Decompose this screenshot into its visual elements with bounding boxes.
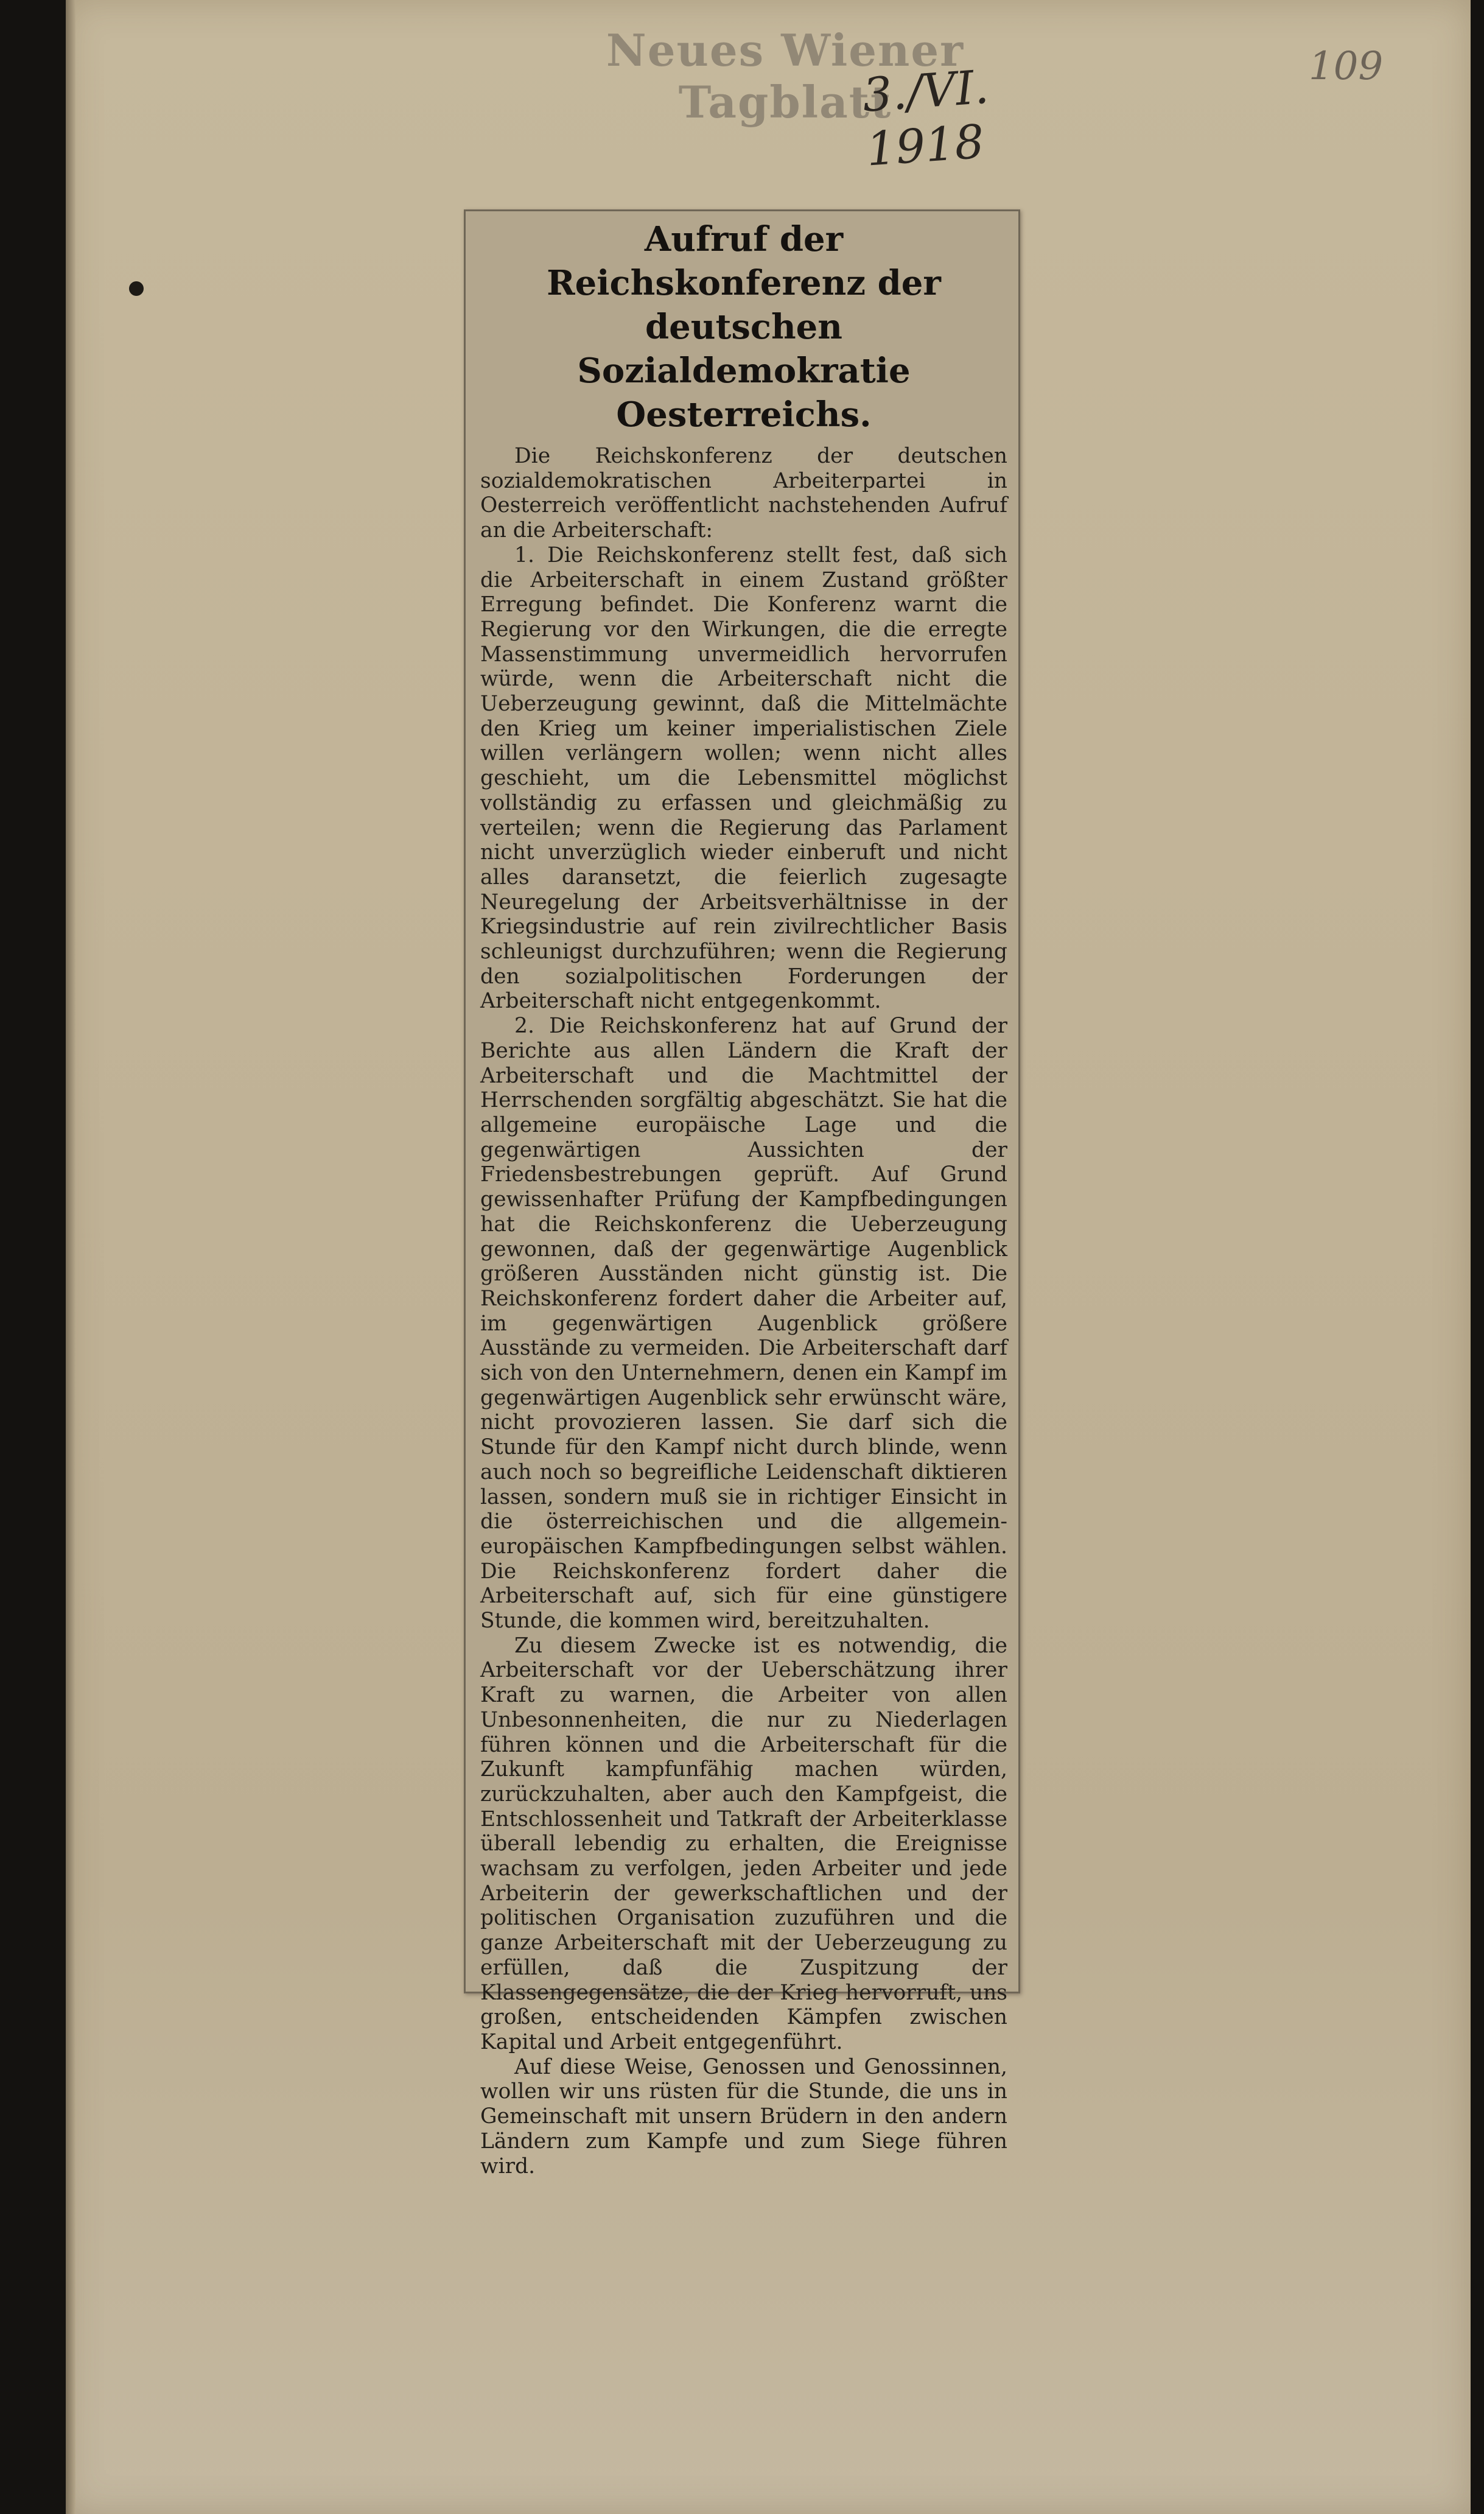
folio-number: 109 [1309,44,1384,89]
article-paragraph-3: Zu diesem Zwecke ist es notwendig, die Arbeiterschaft vor der Ueberschätzung ihrer Kraft zu warnen, die Arbeiter von allen Unbesonnenheiten, die nur zu Niederlagen führen können und die Arbeiterschaft für die Zukunft kampfunfähig machen würden, zurückzuhalten, aber auch den Kampfgeist, die Entschlossenheit und Tatkraft der Arbeiterklasse überall lebendig zu erhalten, die Ereignisse wachsam zu verfolgen, jeden Arbeiter und jede Arbeiterin der gewerkschaftlichen und der politischen Organisation zuzuführen und die ganze Arbeiterschaft mit der Ueberzeugung zu erfüllen, daß die Zuspitzung der Klassengegensätze, die der Krieg hervorruft, uns großen, entscheidenden Kämpfen zwischen Kapital und Arbeit entgegenführt. [480,1633,1007,2054]
article-paragraph-closing: Auf diese Weise, Genossen und Genossinnen, wollen wir uns rüsten für die Stunde, die uns in Gemeinschaft mit unsern Brüdern in den andern Ländern zum Kampfe und zum Siege führen wird. [480,2054,1007,2179]
article-paragraph-2: 2. Die Reichskonferenz hat auf Grund der Berichte aus allen Ländern die Kraft der Arbeiterschaft und die Machtmittel der Herrschenden sorgfältig abgeschätzt. Sie hat die allgemeine europäische Lage und die gegenwärtigen Aussichten der Friedensbestrebungen geprüft. Auf Grund gewissenhafter Prüfung der Kampfbedingungen hat die Reichskonferenz die Ueberzeugung gewonnen, daß der gegenwärtige Augenblick größeren Ausständen nicht günstig ist. Die Reichskonferenz fordert daher die Arbeiter auf, im gegenwärtigen Augenblick größere Ausstände zu vermeiden. Die Arbeiterschaft darf sich von den Unternehmern, denen ein Kampf im gegenwärtigen Augenblick sehr erwünscht wäre, nicht provozieren lassen. Sie darf sich die Stunde für den Kampf nicht durch blinde, wenn auch noch so begreifliche Leidenschaft diktieren lassen, sondern muß sie in richtiger Einsicht in die österreichischen und die allgemein-europäischen Kampfbedingungen selbst wählen. Die Reichskonferenz fordert daher die Arbeiterschaft auf, sich für eine günstigere Stunde, die kommen wird, bereitzuhalten. [480,1014,1007,1634]
newspaper-stamp: Neues Wiener Tagblatt [606,24,965,128]
article-paragraph-intro: Die Reichskonferenz der deutschen sozialdemokratischen Arbeiterpartei in Oesterreich veröffentlicht nachstehenden Aufruf an die Arbeiterschaft: [480,444,1007,543]
article-paragraph-1: 1. Die Reichskonferenz stellt fest, daß sich die Arbeiterschaft in einem Zustand größter Erregung befindet. Die Konferenz warnt die Regierung vor den Wirkungen, die die erregte Massenstimmung unvermeidlich hervorrufen würde, wenn die Arbeiterschaft nicht die Ueberzeugung gewinnt, daß die Mittelmächte den Krieg um keiner imperialistischen Ziele willen verlängern wollen; wenn nicht alles geschieht, um die Lebensmittel möglichst vollständig zu erfassen und gleichmäßig zu verteilen; wenn die Regierung das Parlament nicht unverzüglich wieder einberuft und nicht alles daransetzt, die feierlich zugesagte Neuregelung der Arbeitsverhältnisse in der Kriegsindustrie auf rein zivilrechtlicher Basis schleunigst durchzuführen; wenn die Regierung den sozialpolitischen Forderungen der Arbeiterschaft nicht entgegenkommt. [480,542,1007,1014]
handwritten-date: 3./VI. 1918 [861,59,991,177]
punch-hole [129,281,144,296]
sheet-edge-shadow [66,0,75,2514]
article-headline: Aufruf der Reichskonferenz der deutschen Sozialdemokratie Oesterreichs. [547,219,941,435]
newspaper-clipping [464,209,1020,2179]
